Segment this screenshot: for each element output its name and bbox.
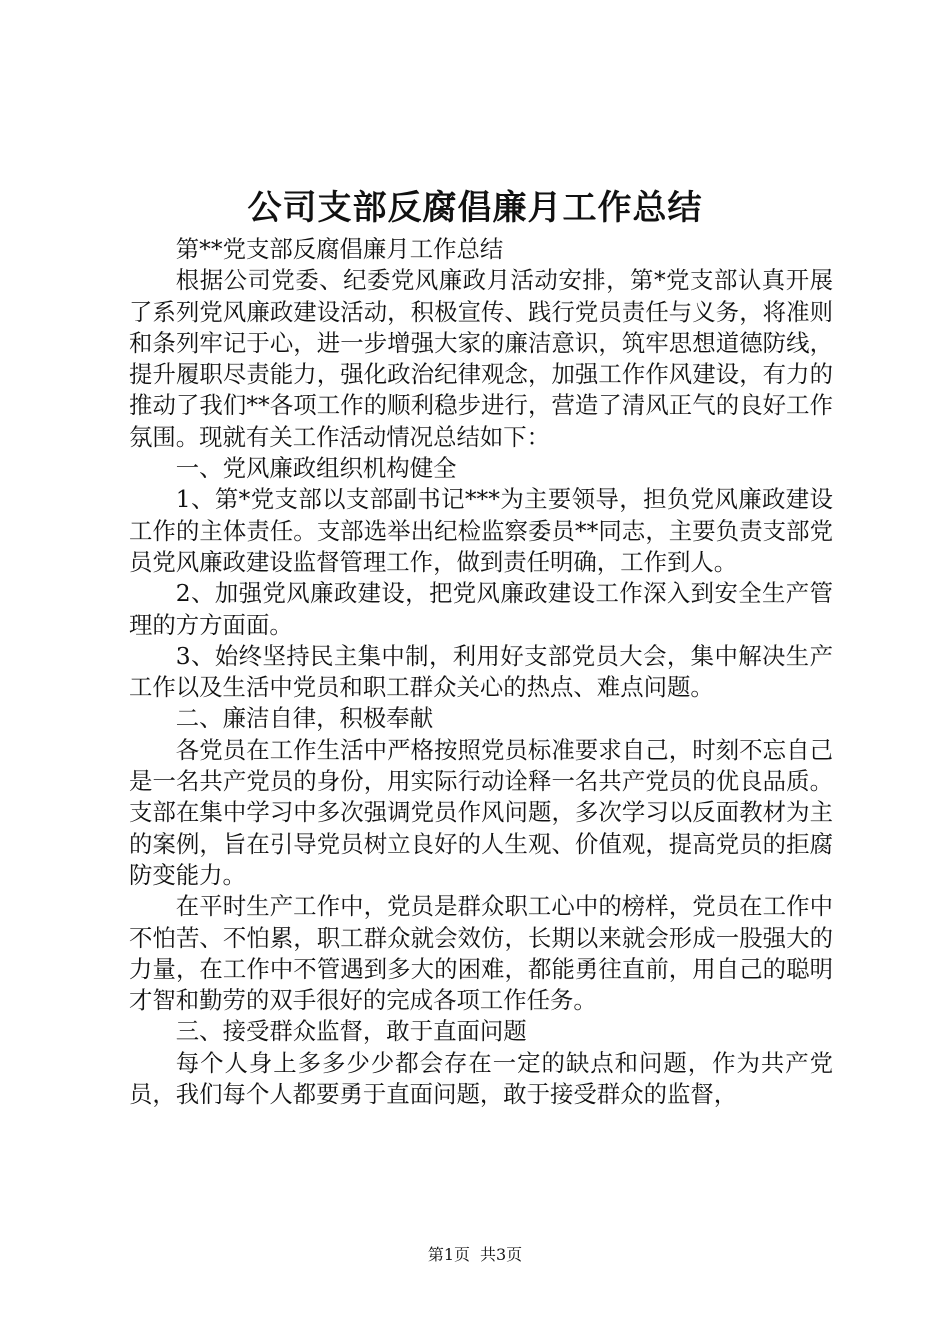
section-heading-2: 二、廉洁自律，积极奉献 [175, 704, 434, 733]
paragraph-section-3: 每个人身上多多少少都会存在一定的缺点和问题，作为共产党员，我们每个人都要勇于直面问题，敢于接受群众的监督， [129, 1048, 833, 1109]
paragraph-subtitle: 第**党支部反腐倡廉月工作总结 [175, 235, 504, 263]
paragraph-item-2: 2、加强党风廉政建设，把党风廉政建设工作深入到安全生产管理的方方面面。 [129, 579, 833, 639]
document-body [129, 234, 833, 1110]
paragraph-item-1: 1、第*党支部以支部副书记***为主要领导，担负党风廉政建设工作的主体责任。支部选举出纪检监察委员**同志，主要负责支部党员党风廉政建设监督管理工作，做到责任明确，工作到人。 [129, 485, 833, 576]
section-heading-1: 一、党风廉政组织机构健全 [175, 454, 457, 483]
section-heading-3: 三、接受群众监督，敢于直面问题 [175, 1017, 527, 1046]
paragraph-section-2-a: 各党员在工作生活中严格按照党员标准要求自己，时刻不忘自己是一名共产党员的身份，用实际行动诠释一名共产党员的优良品质。支部在集中学习中多次强调党员作风问题，多次学习以反面教材为主的案例，旨在引导党员树立良好的人生观、价值观，提高党员的拒腐防变能力。 [129, 735, 833, 889]
paragraph-section-2-b: 在平时生产工作中，党员是群众职工心中的榜样，党员在工作中不怕苦、不怕累，职工群众就会效仿，长期以来就会形成一股强大的力量，在工作中不管遇到多大的困难，都能勇往直前，用自己的聪明才智和勤劳的双手很好的完成各项工作任务。 [129, 892, 833, 1015]
page-number: 第1页 [427, 1245, 470, 1264]
page-total: 共3页 [480, 1245, 523, 1264]
paragraph-item-3: 3、始终坚持民主集中制，利用好支部党员大会，集中解决生产工作以及生活中党员和职工群众关心的热点、难点问题。 [129, 641, 833, 702]
document-title: 公司支部反腐倡廉月工作总结 [247, 188, 703, 228]
paragraph-intro: 根据公司党委、纪委党风廉政月活动安排，第*党支部认真开展了系列党风廉政建设活动，积极宣传、践行党员责任与义务，将准则和条列牢记于心，进一步增强大家的廉洁意识，筑牢思想道德防线，提升履职尽责能力，强化政治纪律观念，加强工作作风建设，有力的推动了我们**各项工作的顺利稳步进行，营造了清风正气的良好工作氛围。现就有关工作活动情况总结如下： [129, 266, 833, 451]
page-footer [0, 1244, 950, 1266]
